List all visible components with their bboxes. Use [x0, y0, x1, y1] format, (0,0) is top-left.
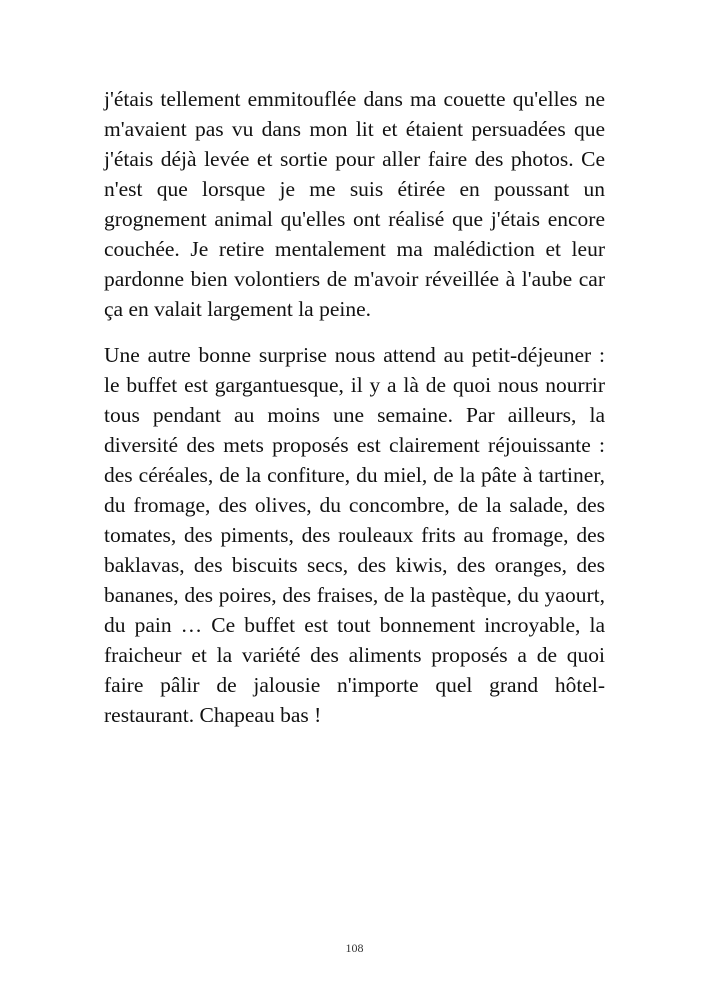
- page-number: 108: [345, 941, 364, 955]
- body-text: [104, 84, 605, 730]
- paragraph-1: j'étais tellement emmitouflée dans ma couette qu'elles ne m'avaient pas vu dans mon lit et étaient persuadées que j'étais déjà levée et sortie pour aller faire des photos. Ce n'est que lorsque je me suis étirée en poussant un grognement animal qu'elles ont réalisé que j'étais encore couchée. Je retire mentalement ma malédiction et leur pardonne bien volontiers de m'avoir réveillée à l'aube car ça en valait largement la peine.: [104, 87, 605, 321]
- paragraph-2: Une autre bonne surprise nous attend au petit-déjeuner : le buffet est gargantuesque, il y a là de quoi nous nourrir tous pendant au moins une semaine. Par ailleurs, la diversité des mets proposés est clairement réjouissante : des céréales, de la confiture, du miel, de la pâte à tartiner, du fromage, des olives, du concombre, de la salade, des tomates, des piments, des rouleaux frits au fromage, des baklavas, des biscuits secs, des kiwis, des oranges, des bananes, des poires, des fraises, de la pastèque, du yaourt, du pain … Ce buffet est tout bonnement incroyable, la fraicheur et la variété des aliments proposés a de quoi faire pâlir de jalousie n'importe quel grand hôtel-restaurant. Chapeau bas !: [104, 343, 605, 727]
